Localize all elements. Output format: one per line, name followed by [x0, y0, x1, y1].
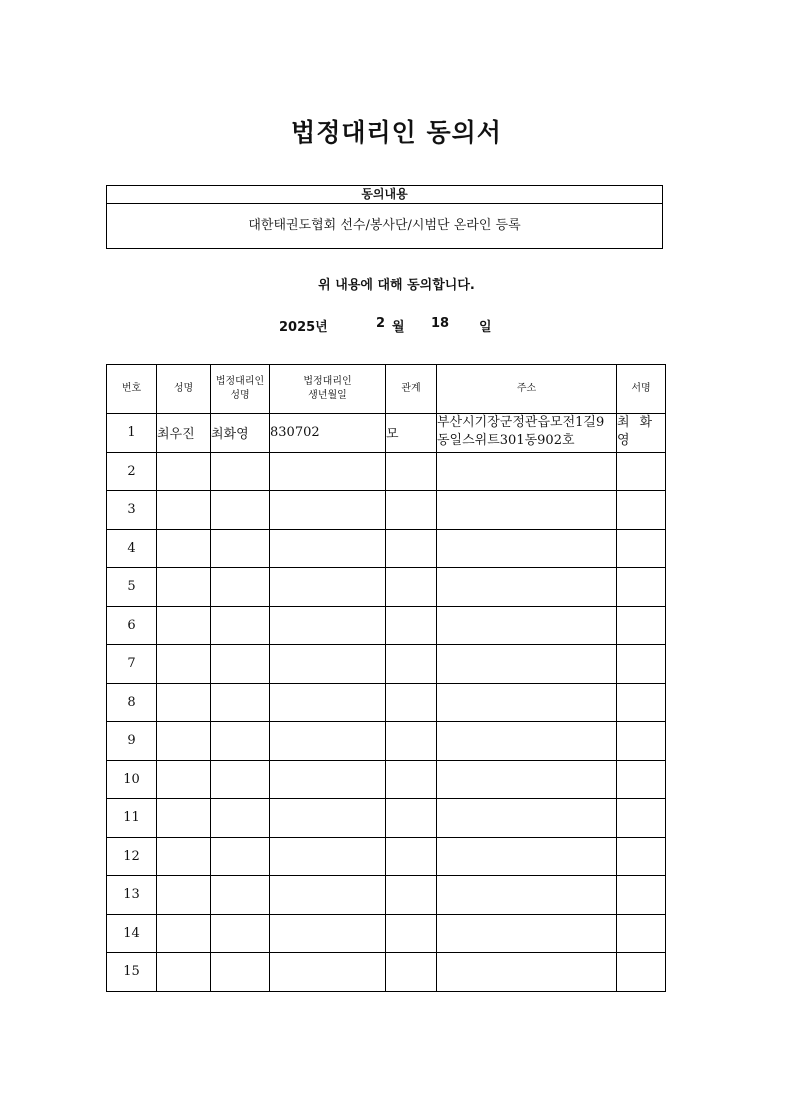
- table-row: [107, 953, 666, 992]
- cell-address: [437, 876, 617, 915]
- cell-address: [437, 953, 617, 992]
- cell-relation: [386, 568, 437, 607]
- cell-number: 6: [107, 606, 157, 645]
- table-row: [107, 760, 666, 799]
- cell-guardian-birth: [270, 645, 386, 684]
- cell-signature: [617, 953, 666, 992]
- cell-address: [437, 683, 617, 722]
- page-title: 법정대리인 동의서: [291, 118, 502, 147]
- header-guardian-name: 법정대리인 성명: [211, 365, 270, 414]
- cell-guardian-name: [211, 760, 270, 799]
- cell-address: [437, 645, 617, 684]
- cell-signature: [617, 452, 666, 491]
- cell-guardian-name: [211, 722, 270, 761]
- table-row: [107, 837, 666, 876]
- cell-guardian-birth: [270, 722, 386, 761]
- cell-signature: [617, 876, 666, 915]
- cell-relation: [386, 645, 437, 684]
- date-month: 2: [376, 316, 386, 331]
- table-row: [107, 876, 666, 915]
- cell-number: 14: [107, 914, 157, 953]
- table-row: [107, 606, 666, 645]
- table-row: [107, 568, 666, 607]
- cell-name: [157, 568, 211, 607]
- cell-address: [437, 491, 617, 530]
- cell-signature: [617, 606, 666, 645]
- cell-guardian-name: [211, 529, 270, 568]
- consent-box: [106, 185, 663, 249]
- cell-signature: [617, 760, 666, 799]
- cell-name: 최우진: [157, 414, 211, 453]
- cell-address: [437, 529, 617, 568]
- cell-signature: [617, 683, 666, 722]
- cell-name: [157, 722, 211, 761]
- cell-relation: [386, 914, 437, 953]
- cell-relation: [386, 953, 437, 992]
- cell-address: [437, 606, 617, 645]
- cell-guardian-name: [211, 452, 270, 491]
- cell-number: 10: [107, 760, 157, 799]
- cell-relation: 모: [386, 414, 437, 453]
- cell-guardian-name: [211, 568, 270, 607]
- cell-guardian-birth: [270, 568, 386, 607]
- cell-number: 2: [107, 452, 157, 491]
- header-no: 번호: [107, 365, 157, 414]
- cell-guardian-birth: [270, 606, 386, 645]
- cell-name: [157, 491, 211, 530]
- cell-guardian-birth: [270, 837, 386, 876]
- cell-signature: [617, 568, 666, 607]
- cell-number: 4: [107, 529, 157, 568]
- date-day-unit: 일: [479, 320, 492, 335]
- cell-guardian-name: [211, 914, 270, 953]
- cell-guardian-birth: 830702: [270, 414, 386, 453]
- header-guardian-birth: 법정대리인 생년월일: [270, 365, 386, 414]
- cell-guardian-name: [211, 491, 270, 530]
- cell-relation: [386, 876, 437, 915]
- table-row: [107, 414, 666, 453]
- cell-guardian-name: [211, 606, 270, 645]
- table-row: [107, 683, 666, 722]
- cell-signature: [617, 799, 666, 838]
- table-header-row: [107, 365, 666, 414]
- cell-address: [437, 568, 617, 607]
- cell-name: [157, 876, 211, 915]
- cell-guardian-birth: [270, 953, 386, 992]
- cell-name: [157, 837, 211, 876]
- cell-signature: [617, 722, 666, 761]
- table-row: [107, 529, 666, 568]
- cell-name: [157, 645, 211, 684]
- cell-name: [157, 953, 211, 992]
- date-day: 18: [431, 316, 450, 331]
- cell-number: 11: [107, 799, 157, 838]
- header-address: 주소: [437, 365, 617, 414]
- cell-relation: [386, 529, 437, 568]
- cell-relation: [386, 491, 437, 530]
- cell-address: [437, 760, 617, 799]
- cell-guardian-name: [211, 876, 270, 915]
- cell-signature: [617, 914, 666, 953]
- cell-address: [437, 452, 617, 491]
- cell-guardian-birth: [270, 452, 386, 491]
- cell-signature: [617, 491, 666, 530]
- date-month-unit: 월: [392, 320, 405, 335]
- cell-name: [157, 606, 211, 645]
- cell-number: 13: [107, 876, 157, 915]
- cell-guardian-name: [211, 799, 270, 838]
- cell-number: 3: [107, 491, 157, 530]
- cell-address: 부산시기장군정관읍모전1길9 동일스위트301동902호: [437, 414, 617, 453]
- cell-name: [157, 914, 211, 953]
- cell-relation: [386, 452, 437, 491]
- cell-relation: [386, 760, 437, 799]
- cell-relation: [386, 683, 437, 722]
- cell-address: [437, 722, 617, 761]
- cell-name: [157, 452, 211, 491]
- cell-number: 5: [107, 568, 157, 607]
- guardian-consent-table: [106, 364, 666, 992]
- table-row: [107, 452, 666, 491]
- agreement-statement: 위 내용에 대해 동의합니다.: [318, 278, 475, 293]
- cell-guardian-name: [211, 645, 270, 684]
- cell-name: [157, 529, 211, 568]
- cell-guardian-birth: [270, 683, 386, 722]
- cell-guardian-name: 최화영: [211, 414, 270, 453]
- cell-relation: [386, 606, 437, 645]
- date-year: 2025년: [279, 320, 328, 335]
- cell-guardian-birth: [270, 491, 386, 530]
- table-row: [107, 799, 666, 838]
- cell-signature: 최화영: [617, 414, 666, 453]
- cell-guardian-birth: [270, 876, 386, 915]
- cell-relation: [386, 722, 437, 761]
- cell-name: [157, 760, 211, 799]
- cell-guardian-birth: [270, 799, 386, 838]
- table-row: [107, 491, 666, 530]
- header-name: 성명: [157, 365, 211, 414]
- cell-guardian-name: [211, 837, 270, 876]
- cell-guardian-birth: [270, 529, 386, 568]
- cell-address: [437, 799, 617, 838]
- table-row: [107, 722, 666, 761]
- cell-number: 15: [107, 953, 157, 992]
- cell-number: 8: [107, 683, 157, 722]
- cell-number: 1: [107, 414, 157, 453]
- header-signature: 서명: [617, 365, 666, 414]
- cell-address: [437, 837, 617, 876]
- table-row: [107, 914, 666, 953]
- header-relation: 관계: [386, 365, 437, 414]
- cell-number: 7: [107, 645, 157, 684]
- cell-address: [437, 914, 617, 953]
- cell-number: 12: [107, 837, 157, 876]
- cell-signature: [617, 645, 666, 684]
- cell-guardian-name: [211, 953, 270, 992]
- cell-relation: [386, 837, 437, 876]
- cell-signature: [617, 529, 666, 568]
- table-row: [107, 645, 666, 684]
- consent-header: 동의내용: [107, 186, 662, 204]
- table-body: [107, 414, 666, 992]
- cell-guardian-birth: [270, 760, 386, 799]
- cell-guardian-name: [211, 683, 270, 722]
- cell-name: [157, 799, 211, 838]
- cell-relation: [386, 799, 437, 838]
- consent-body: 대한태권도협회 선수/봉사단/시범단 온라인 등록: [248, 218, 521, 233]
- cell-guardian-birth: [270, 914, 386, 953]
- cell-number: 9: [107, 722, 157, 761]
- cell-name: [157, 683, 211, 722]
- cell-signature: [617, 837, 666, 876]
